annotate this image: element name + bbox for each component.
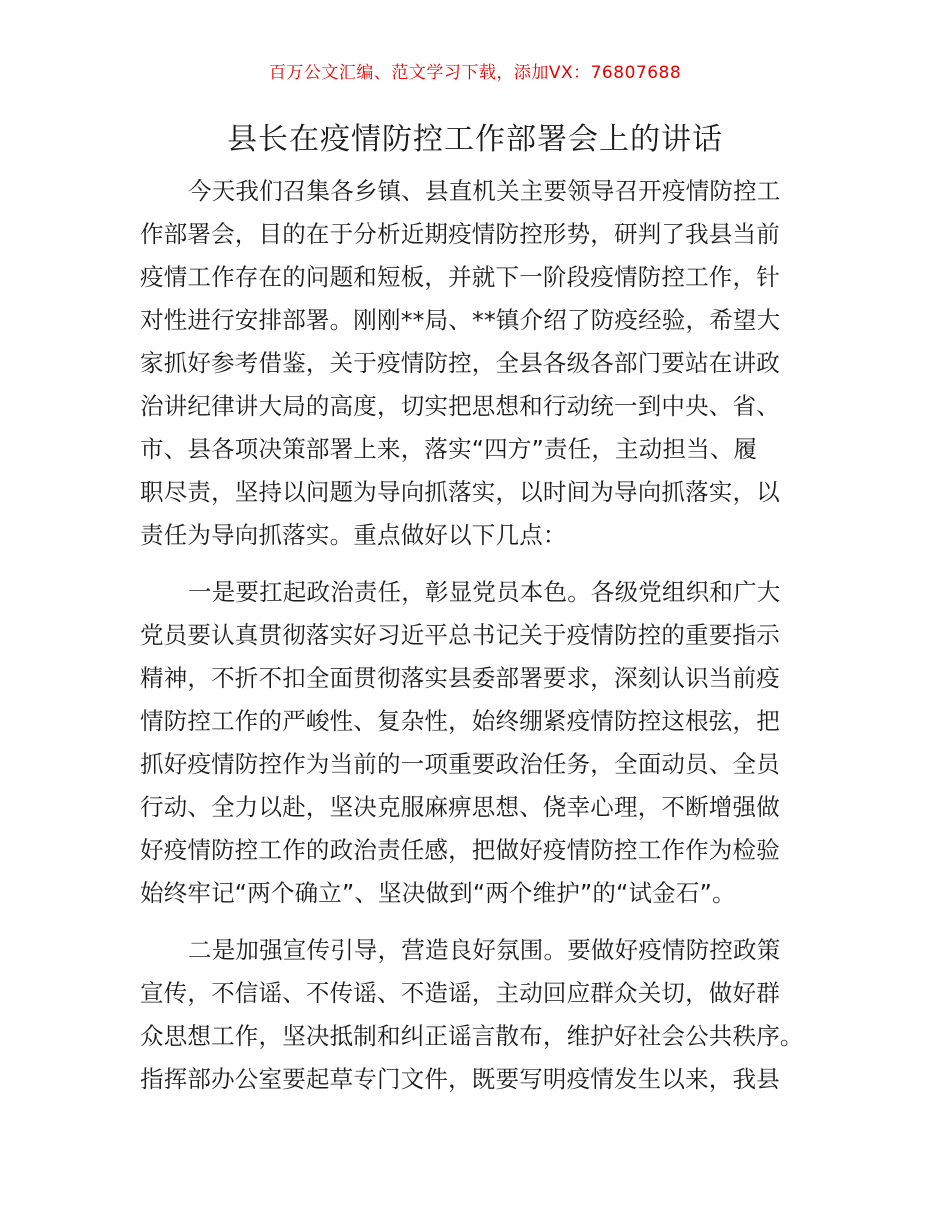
paragraph-point-two bbox=[140, 929, 820, 1101]
text-line: 宣传，不信谣、不传谣、不造谣，主动回应群众关切，做好群 bbox=[140, 979, 780, 1007]
text-line: 抓好疫情防控作为当前的一项重要政治任务，全面动员、全员 bbox=[140, 750, 780, 778]
text-line: 市、县各项决策部署上来，落实“四方”责任，主动担当、履 bbox=[140, 435, 758, 463]
text-line: 指挥部办公室要起草专门文件，既要写明疫情发生以来，我县 bbox=[140, 1065, 780, 1093]
text-line: 精神，不折不扣全面贯彻落实县委部署要求，深刻认识当前疫 bbox=[140, 664, 780, 692]
text-line: 一是要扛起政治责任，彰显党员本色。各级党组织和广大 bbox=[188, 578, 781, 606]
paragraph-intro bbox=[140, 170, 820, 557]
text-line: 始终牢记“两个确立”、坚决做到“两个维护”的“试金石”。 bbox=[140, 879, 736, 907]
paragraph-point-one bbox=[140, 571, 820, 915]
text-line: 作部署会，目的在于分析近期疫情防控形势，研判了我县当前 bbox=[140, 220, 780, 248]
text-line: 职尽责，坚持以问题为导向抓落实，以时间为导向抓落实，以 bbox=[140, 478, 780, 506]
text-line: 疫情工作存在的问题和短板，并就下一阶段疫情防控工作，针 bbox=[140, 263, 780, 291]
text-line: 众思想工作，坚决抵制和纠正谣言散布，维护好社会公共秩序。 bbox=[140, 1022, 804, 1050]
document-title: 县长在疫情防控工作部署会上的讲话 bbox=[227, 122, 723, 157]
text-line: 好疫情防控工作的政治责任感，把做好疫情防控工作作为检验 bbox=[140, 836, 780, 864]
text-line: 治讲纪律讲大局的高度，切实把思想和行动统一到中央、省、 bbox=[140, 392, 780, 420]
text-line: 家抓好参考借鉴，关于疫情防控，全县各级各部门要站在讲政 bbox=[140, 349, 780, 377]
text-line: 行动、全力以赴，坚决克服麻痹思想、侥幸心理，不断增强做 bbox=[140, 793, 780, 821]
text-line: 今天我们召集各乡镇、县直机关主要领导召开疫情防控工 bbox=[188, 177, 781, 205]
text-line: 对性进行安排部署。刚刚**局、**镇介绍了防疫经验，希望大 bbox=[140, 306, 781, 334]
document-body bbox=[140, 170, 820, 1115]
text-line: 情防控工作的严峻性、复杂性，始终绷紧疫情防控这根弦，把 bbox=[140, 707, 780, 735]
text-line: 党员要认真贯彻落实好习近平总书记关于疫情防控的重要指示 bbox=[140, 621, 780, 649]
header-note: 百万公文汇编、范文学习下载，添加VX：76807688 bbox=[268, 63, 682, 83]
text-line: 二是加强宣传引导，营造良好氛围。要做好疫情防控政策 bbox=[188, 936, 781, 964]
text-line: 责任为导向抓落实。重点做好以下几点： bbox=[140, 521, 567, 549]
